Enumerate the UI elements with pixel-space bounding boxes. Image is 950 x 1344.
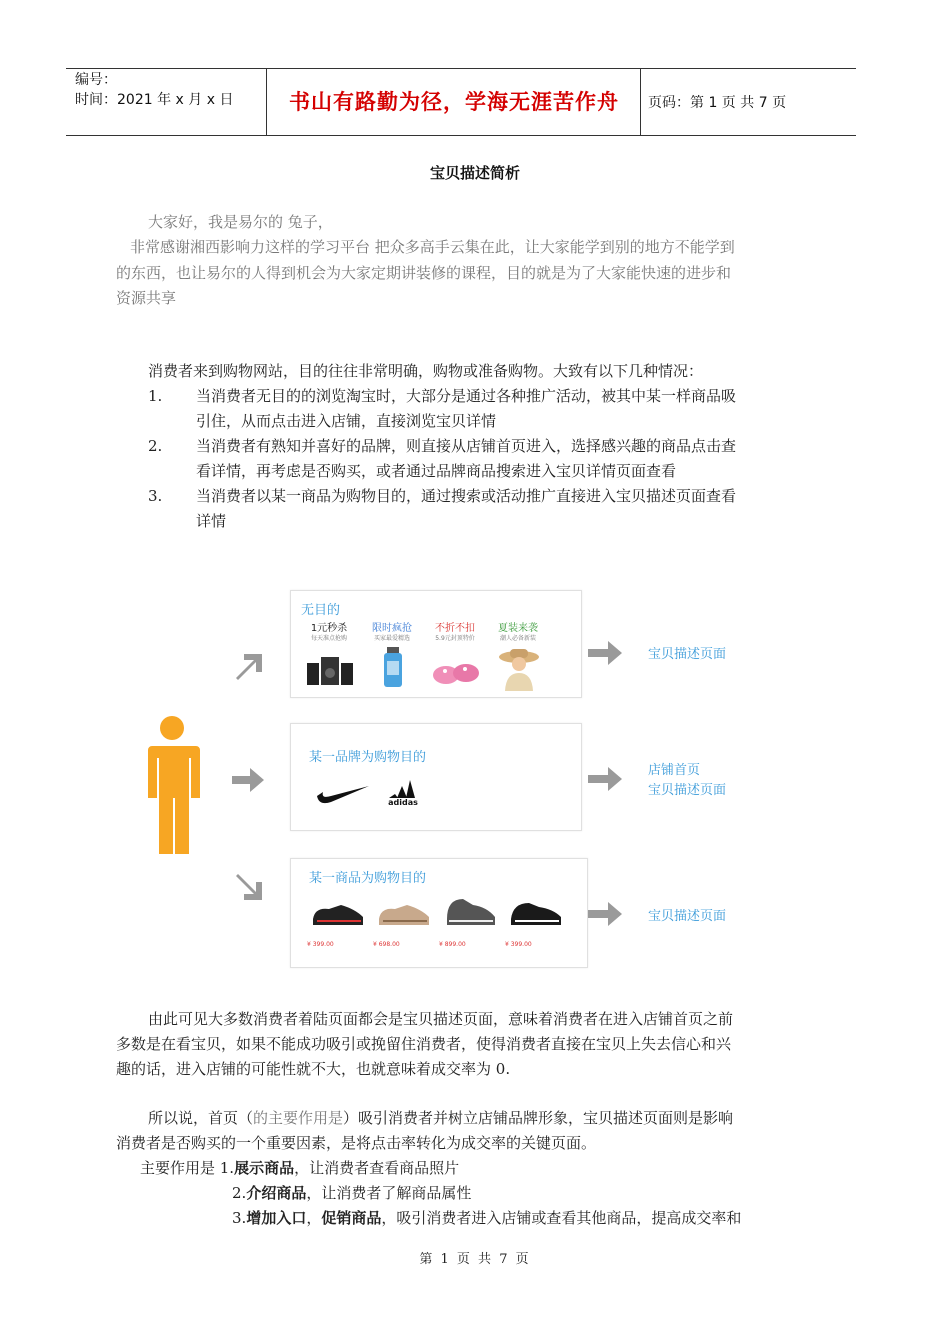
header-top-rule [66,68,856,69]
person-icon [142,715,202,857]
promo-tile-label: 限时疯抢 [372,623,412,634]
box-brand-goal [290,723,582,831]
role-line-2 [232,1181,471,1207]
role-3-bold-a: 增加入口 [246,1209,307,1227]
promo-tile-sub: 5.9元封顶特价 [435,635,475,642]
box-product-goal-title: 某一商品为购物目的 [309,871,427,886]
list-item-1-line-1: 当消费者无目的的浏览淘宝时，大部分是通过各种推广活动，被其中某一样商品吸 [196,387,737,405]
header-divider-left [266,68,267,136]
list-item-1-line-2: 引住，从而点击进入店铺，直接浏览宝贝详情 [196,412,497,430]
destination-shop-home: 店铺首页 [648,763,701,778]
promo-tile [488,617,548,691]
destination-item-page: 宝贝描述页面 [648,783,727,798]
role-3-num: 3. [232,1209,247,1227]
shoe-icon [311,899,365,929]
shopping-path-diagram [130,580,800,975]
list-item-3-line-2: 详情 [196,512,227,530]
box-brand-goal-title: 某一品牌为购物目的 [309,750,427,765]
box-no-goal-title: 无目的 [301,603,341,618]
document-time-label: 时间：2021 年 x 月 x 日 [75,92,234,108]
adidas-wordmark: adidas [388,798,418,806]
role-line-3 [232,1206,741,1232]
header-motto: 书山有路勤为径，学海无涯苦作舟 [289,90,619,114]
shoe-icon [443,895,497,929]
product-price: ¥ 399.00 [505,941,532,948]
destination-item-page: 宝贝描述页面 [648,909,727,924]
box-no-goal [290,590,582,698]
list-number-1: 1. [148,387,163,405]
role-1-rest: ，让消费者查看商品照片 [294,1159,460,1177]
intro-line-1: 大家好，我是易尔的 兔子， [148,213,333,231]
bottle-icon [380,647,406,689]
shoe-icon [509,897,563,929]
promo-tiles [299,617,549,691]
intro-line-2: 非常感谢湘西影响力这样的学习平台 把众多高手云集在此，让大家能学到别的地方不能学到 [130,238,735,256]
role-3-sep: ， [306,1209,322,1227]
lead-paragraph: 消费者来到购物网站，目的往往非常明确，购物或准备购物。大致有以下几种情况： [148,362,704,380]
product-price: ¥ 399.00 [307,941,334,948]
role-3-rest: ，吸引消费者进入店铺或查看其他商品，提高成交率和 [381,1209,742,1227]
adidas-logo-icon [383,778,423,806]
speaker-icon [305,653,355,687]
product-tile [307,893,369,963]
box-product-goal [290,858,588,968]
conclusion-line-1: 由此可见大多数消费者着陆页面都会是宝贝描述页面，意味着消费者在进入店铺首页之前 [148,1010,734,1028]
promo-tile-label: 1元秒杀 [310,623,348,634]
header-divider-right [640,68,641,136]
intro-line-4: 资源共享 [116,289,177,307]
conclusion-line-3: 趣的话，进入店铺的可能性就不大，也就意味着成交率为 0. [116,1060,511,1078]
promo-tile [299,617,359,691]
promo-tile-sub: 每天准点抢购 [310,635,347,642]
list-item-3-line-1: 当消费者以某一商品为购物目的，通过搜索或活动推广直接进入宝贝描述页面查看 [196,487,737,505]
product-price: ¥ 899.00 [439,941,466,948]
summary-text-a: 所以说，首页（ [148,1109,254,1127]
conclusion-line-2: 多数是在看宝贝，如果不能成功吸引或挽留住消费者，使得消费者直接在宝贝上失去信心和兴 [116,1035,732,1053]
list-item-2-line-2: 看详情，再考虑是否购买，或者通过品牌商品搜索进入宝贝详情页面查看 [196,462,677,480]
product-tiles [307,893,569,963]
promo-tile-sub: 潮人必备新装 [499,635,536,642]
role-2-bold: 介绍商品 [246,1184,307,1202]
summary-text-b: ）吸引消费者并树立店铺品牌形象，宝贝描述页面则是影响 [343,1109,734,1127]
page-footer: 第 1 页 共 7 页 [419,1252,531,1267]
promo-tile [425,617,485,691]
list-number-2: 2. [148,437,163,455]
role-line-1 [140,1156,459,1182]
intro-line-3: 的东西，也让易尔的人得到机会为大家定期讲装修的课程，目的就是为了大家能快速的进步和 [116,264,732,282]
role-2-rest: ，让消费者了解商品属性 [306,1184,472,1202]
promo-tile-label: 不折不扣 [435,623,475,634]
role-2-num: 2. [232,1184,247,1202]
model-photo-icon [496,645,542,691]
destination-item-page: 宝贝描述页面 [648,647,727,662]
arrow-right-icon [230,765,266,795]
arrow-right-icon [586,764,624,794]
role-1-bold: 展示商品 [234,1159,295,1177]
list-number-3: 3. [148,487,163,505]
arrow-up-right-icon [232,648,268,684]
product-tile [439,893,501,963]
header-page-number: 页码：第 1 页 共 7 页 [648,95,787,111]
arrow-right-icon [586,899,624,929]
kids-shoes-icon [431,657,481,687]
product-price: ¥ 698.00 [373,941,400,948]
document-title: 宝贝描述简析 [429,164,520,182]
summary-text-gray: 的主要作用是 [253,1109,344,1127]
header-bottom-rule [66,135,856,136]
header-meta [75,70,265,110]
product-tile [505,893,567,963]
arrow-down-right-icon [232,870,268,906]
role-prefix: 主要作用是 1. [140,1159,235,1177]
list-item-2-line-1: 当消费者有熟知并喜好的品牌，则直接从店铺首页进入，选择感兴趣的商品点击查 [196,437,737,455]
summary-line-2: 消费者是否购买的一个重要因素，是将点击率转化为成交率的关键页面。 [116,1134,597,1152]
document-id-label: 编号： [75,72,117,88]
promo-tile [362,617,422,691]
nike-swoosh-icon [315,780,371,806]
product-tile [373,893,435,963]
role-3-bold-b: 促销商品 [321,1209,382,1227]
shoe-icon [377,899,431,929]
summary-line-1 [148,1106,733,1132]
promo-tile-sub: 买家最爱精选 [373,635,410,642]
arrow-right-icon [586,638,624,668]
promo-tile-label: 夏装来袭 [498,623,538,634]
